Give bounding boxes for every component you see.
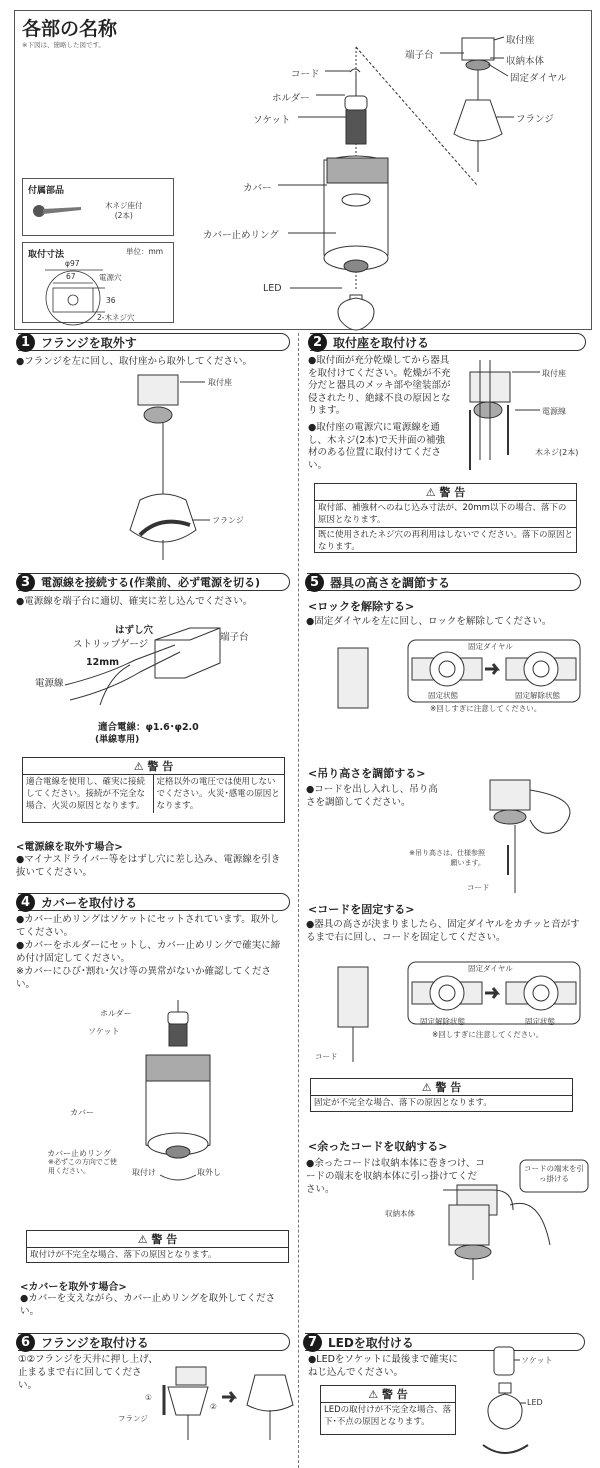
s2-bullet-2: ●取付座の電源穴に電源線を通し、木ネジ(2本)で天井面の補強材のある位置に取付けてください。: [308, 422, 445, 471]
s3-warning-box: [22, 757, 285, 823]
s3-warning-left: 適合電線を使用し、確実に接続してください。接続が不完全な場合、火災の原因となります。: [23, 775, 154, 813]
section-4-header: 4 カバーを取付ける: [18, 893, 290, 911]
s3-text: ●電源線を端子台に適切、確実に差し込んでください。: [16, 596, 253, 607]
warning-title: ⚠ 警 告: [321, 1386, 455, 1403]
dimension-drawing: [23, 243, 175, 324]
s4-remove-title: <カバーを取外す場合>: [20, 1282, 127, 1293]
s3-label-gauge: ストリップゲージ: [73, 639, 149, 650]
accessories-box: [22, 178, 174, 236]
s4-label-ring-note: ※必ずこの方向でご使用ください。: [48, 1158, 117, 1175]
dim-36: 36: [106, 296, 116, 305]
wood-screw-icon: [33, 201, 83, 221]
page-note: ※下図は、簡略した図です。: [22, 41, 105, 49]
s5-unlock-text: ●固定ダイヤルを左に回し、ロックを解除してください。: [306, 616, 552, 627]
s5-fix-title: <コードを固定する>: [308, 903, 415, 916]
s7-label-led: LED: [527, 1398, 543, 1407]
label-led: LED: [263, 283, 282, 294]
dimensions-box: [22, 242, 174, 323]
label-socket: ソケット: [253, 115, 291, 126]
s4-label-cover: カバー: [70, 1108, 94, 1117]
dim-97: φ97: [65, 259, 80, 268]
warning-title: ⚠ 警 告: [27, 1231, 288, 1248]
s2-warning-box: [314, 483, 577, 553]
s5-fix-label-dial: 固定ダイヤル: [468, 964, 513, 973]
s5-label-storage: 収納本体: [385, 1209, 415, 1218]
label-storage: 収納本体: [506, 56, 545, 67]
s4-label-ring: カバー止めリング: [47, 1149, 111, 1158]
s3-remove-title: <電源線を取外す場合>: [16, 842, 123, 853]
label-dial: 固定ダイヤル: [510, 73, 567, 84]
s5-unlock-label-dial: 固定ダイヤル: [468, 642, 513, 651]
s3-label-single: (単線専用): [95, 735, 140, 745]
s3-warning-right: 定格以外の電圧では使用しないでください。火災･感電の原因となります。: [156, 777, 280, 811]
s5-warning-box: [310, 1078, 573, 1112]
s6-flange-install-illustration: [150, 1365, 290, 1440]
s4-label-socket: ソケット: [88, 1027, 120, 1036]
accessory-item: 木ネジ座付 (2本): [105, 201, 143, 220]
s5-height-illustration: [470, 775, 590, 895]
s3-label-wire: 電源線: [35, 678, 64, 689]
label-cover: カバー: [243, 183, 272, 194]
s5-fix-state-locked: 固定状態: [525, 1017, 555, 1026]
s5-unlock-caution: ※回しすぎに注意してください。: [430, 704, 542, 713]
label-flange: フランジ: [516, 114, 554, 125]
s5-callout: コードの端末を引っ掛ける: [524, 1164, 584, 1183]
s5-height-title: <吊り高さを調節する>: [308, 767, 426, 780]
s4-label-detach: 取外し: [197, 1168, 221, 1177]
section-6-header: 6 フランジを取付ける: [18, 1333, 290, 1351]
label-holder: ホルダー: [272, 93, 310, 104]
s5-state-unlocked: 固定解除状態: [515, 691, 560, 700]
s2-label-wire: 電源線: [542, 407, 566, 416]
s2-bullet-1: ●取付面が充分乾燥してから器具を取付けてください。乾燥が不充分だと器具のメッキ部や塗装部が侵されたり、絶縁不良の原因となります。: [308, 355, 451, 416]
s2-mount-install-illustration: [460, 360, 540, 470]
s6-step-2: ②: [210, 1402, 217, 1411]
s1-label-flange: フランジ: [212, 516, 244, 525]
column-divider: [298, 333, 299, 1468]
s1-label-mount: 取付座: [208, 378, 232, 387]
s4-warning-box: [26, 1230, 289, 1263]
label-cord: コード: [291, 69, 320, 80]
section-3-header: 3 電源線を接続する(作業前、必ず電源を切る): [18, 573, 290, 591]
warning-title: ⚠ 警 告: [23, 758, 284, 775]
s5-unlock-title: <ロックを解除する>: [308, 600, 415, 613]
s4-remove-text: ●カバーを支えながら、カバー止めリングを取外してください。: [20, 1293, 276, 1317]
s7-label-socket: ソケット: [521, 1356, 553, 1365]
s4-cover-install-illustration: [140, 1000, 230, 1190]
s7-warning-text: LEDの取付けが不完全な場合、落下･不点の原因となります。: [324, 1405, 452, 1427]
dimensions-title: 取付寸法: [28, 250, 65, 260]
s6-step-1: ①: [145, 1393, 152, 1402]
s3-label-12mm: 12mm: [86, 657, 120, 668]
s5-label-cord: コード: [467, 883, 490, 892]
s1-text: ●フランジを左に回し、取付座から取外してください。: [16, 356, 253, 367]
section-5-header: 5 器具の高さを調節する: [307, 573, 581, 591]
s5-fix-illustration: [330, 962, 590, 1062]
label-cover-ring: カバー止めリング: [203, 230, 279, 241]
accessories-title: 付属部品: [28, 186, 65, 196]
s3-label-fit-wire: 適合電線：φ1.6･φ2.0: [98, 722, 199, 733]
s5-fix-state-unlocked: 固定解除状態: [420, 1017, 465, 1026]
s4-label-attach: 取付け: [132, 1168, 156, 1177]
s5-height-note: ※吊り高さは、仕様参照願います。: [409, 849, 485, 867]
dim-67: 67: [66, 272, 76, 281]
s2-warning-2: 既に使用されたネジ穴の再利用はしないでください。落下の原因となります。: [318, 530, 574, 552]
warning-title: ⚠ 警 告: [311, 1079, 572, 1096]
s3-remove-text: ●マイナスドライバー等をはずし穴に差し込み、電源線を引き抜いてください。: [16, 854, 281, 878]
label-terminal: 端子台: [405, 50, 434, 61]
s6-label-flange: フランジ: [118, 1414, 148, 1423]
s5-fix-text: ●器具の高さが決まりましたら、固定ダイヤルをカチッと音がするまで右に回し、コードを固定してください。: [306, 919, 580, 943]
section-2-header: 2 取付座を取付ける: [310, 333, 586, 351]
s4-warning-text: 取付けが不完全な場合、落下の原因となります。: [30, 1250, 217, 1260]
s1-flange-removal-illustration: [130, 370, 270, 560]
s4-bullet-2: ●カバーをホルダーにセットし、カバー止めリングで確実に締め付け固定してください。: [16, 940, 281, 964]
s5-store-text: ●余ったコードは収納本体に巻きつけ、コードの端末を収納本体に引っ掛けてください。: [306, 1158, 485, 1195]
s4-label-holder: ホルダー: [100, 1009, 132, 1018]
page-title: 各部の名称: [22, 18, 118, 40]
s5-store-title: <余ったコードを収納する>: [308, 1140, 448, 1153]
s2-label-mount: 取付座: [542, 369, 566, 378]
label-mount: 取付座: [506, 35, 535, 46]
s4-bullet-1: ●カバー止めリングはソケットにセットされています。取外してください。: [16, 914, 280, 938]
s6-text: ①②フランジを天井に押し上げ、止まるまで右に回してください。: [18, 1354, 158, 1391]
dimensions-unit: 単位：mm: [126, 247, 164, 256]
s7-text: ●LEDをソケットに最後まで確実にねじ込んでください。: [308, 1354, 458, 1378]
label-power-hole: 電源穴: [99, 273, 122, 282]
s7-warning-box: [320, 1385, 456, 1435]
s5-height-text: ●コードを出し入れし、吊り高さを調節してください。: [306, 784, 438, 808]
s5-fix-caution: ※回しすぎに注意してください。: [432, 1030, 544, 1039]
section-7-header: 7 LEDを取付ける: [305, 1333, 585, 1351]
s5-fix-label-cord: コード: [315, 1052, 338, 1061]
s3-label-hole: はずし穴: [115, 625, 154, 636]
section-1-header: 1 フランジを取外す: [18, 333, 290, 351]
s5-warning-text: 固定が不完全な場合、落下の原因となります。: [314, 1098, 492, 1108]
s5-state-locked: 固定状態: [428, 691, 458, 700]
warning-title: ⚠ 警 告: [315, 484, 576, 501]
s4-note: ※カバーにひび･割れ･欠け等の異常がないか確認してください。: [16, 966, 271, 990]
label-screw-holes: 2-木ネジ穴: [97, 313, 135, 322]
s2-warning-1: 取付部、補強材へのねじ込み寸法が、20mm以下の場合、落下の原因となります。: [315, 501, 576, 528]
s2-label-screw: 木ネジ(2本): [535, 448, 579, 457]
s3-label-terminal: 端子台: [220, 632, 249, 643]
